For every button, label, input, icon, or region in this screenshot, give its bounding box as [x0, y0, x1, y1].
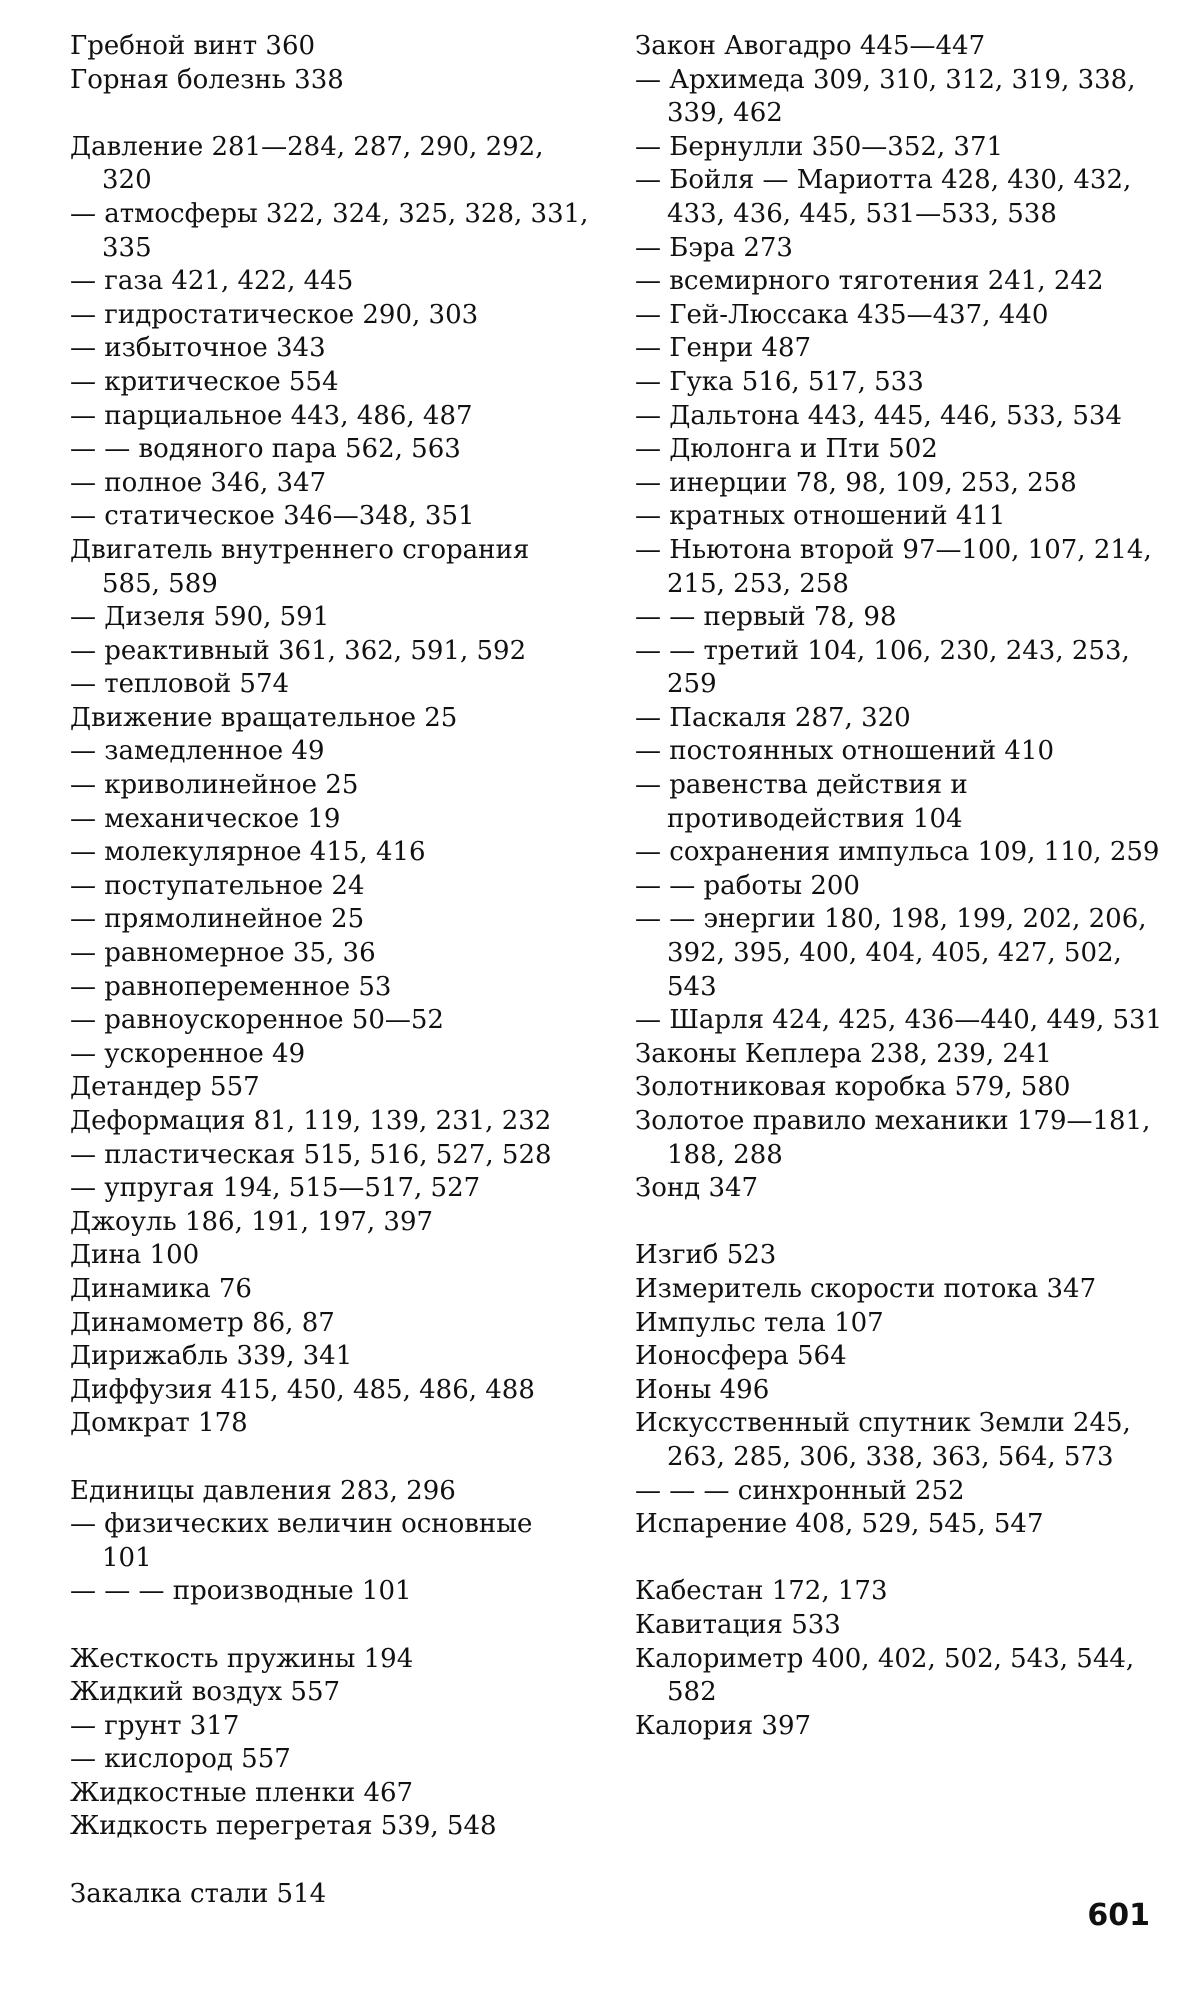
- index-entry: — Дальтона 443, 445, 446, 533, 534: [635, 400, 1122, 431]
- index-entry: Испарение 408, 529, 545, 547: [635, 1509, 1044, 1540]
- index-entry: — прямолинейное 25: [70, 904, 365, 935]
- index-entry: — — — синхронный 252: [635, 1475, 965, 1506]
- section-gap: [70, 1609, 590, 1643]
- index-entry: Калориметр 400, 402, 502, 543, 544, 582: [635, 1643, 1135, 1708]
- index-entry: Закалка стали 514: [70, 1878, 327, 1909]
- index-entry: Искусственный спутник Земли 245, 263, 285, 306, 338, 363, 564, 573: [635, 1408, 1131, 1472]
- section-gap: [70, 1844, 590, 1878]
- index-entry: — равнопеременное 53: [70, 971, 392, 1002]
- index-entry: Жидкостные пленки 467: [70, 1777, 414, 1808]
- section-gap: [70, 97, 590, 131]
- index-entry: — криволинейное 25: [70, 770, 359, 801]
- index-entry: — постоянных отношений 410: [635, 736, 1054, 767]
- index-entry: — Дизеля 590, 591: [70, 602, 330, 633]
- index-entry: — критическое 554: [70, 366, 339, 397]
- index-entry: — парциальное 443, 486, 487: [70, 400, 473, 431]
- index-entry: — инерции 78, 98, 109, 253, 258: [635, 467, 1077, 498]
- index-entry: Законы Кеплера 238, 239, 241: [635, 1038, 1052, 1069]
- index-entry: Деформация 81, 119, 139, 231, 232: [70, 1106, 552, 1136]
- index-entry: Динамометр 86, 87: [70, 1307, 335, 1338]
- index-entry: — Паскаля 287, 320: [635, 702, 911, 733]
- index-entry: Измеритель скорости потока 347: [635, 1273, 1097, 1304]
- index-entry: — поступательное 24: [70, 870, 365, 901]
- index-entry: — — первый 78, 98: [635, 602, 897, 633]
- index-entry: Единицы давления 283, 296: [70, 1475, 456, 1506]
- index-entry: Жидкий воздух 557: [70, 1677, 341, 1708]
- index-entry: Кабестан 172, 173: [635, 1576, 888, 1607]
- index-entry: — Ньютона второй 97—100, 107, 214, 215, 253, 258: [635, 534, 1152, 599]
- index-entry: — избыточное 343: [70, 333, 326, 364]
- index-entry: — Бэра 273: [635, 232, 793, 263]
- index-entry: Дина 100: [70, 1240, 200, 1271]
- index-entry: — кратных отношений 411: [635, 501, 1006, 532]
- index-entry: Ионы 496: [635, 1374, 770, 1405]
- index-entry: — сохранения импульса 109, 110, 259: [635, 837, 1160, 868]
- index-entry: Калория 397: [635, 1710, 812, 1741]
- index-entry: — ускоренное 49: [70, 1038, 306, 1069]
- index-entry: — физических величин основные 101: [70, 1509, 533, 1573]
- index-entry: — тепловой 574: [70, 669, 290, 700]
- index-entry: — Бернулли 350—352, 371: [635, 131, 1004, 162]
- section-gap: [70, 1441, 590, 1475]
- index-entry: — Дюлонга и Пти 502: [635, 434, 938, 465]
- index-entry: Жидкость перегретая 539, 548: [70, 1811, 497, 1842]
- index-entry: — — энергии 180, 198, 199, 202, 206, 392, 395, 400, 404, 405, 427, 502, 543: [635, 904, 1147, 1002]
- index-entry: — — водяного пара 562, 563: [70, 434, 461, 465]
- index-entry: Изгиб 523: [635, 1240, 777, 1271]
- index-entry: Ионосфера 564: [635, 1341, 847, 1372]
- index-entry: — — третий 104, 106, 230, 243, 253, 259: [635, 635, 1130, 700]
- index-entry: Детандер 557: [70, 1072, 260, 1103]
- index-entry: — Гука 516, 517, 533: [635, 366, 924, 397]
- index-entry: Импульс тела 107: [635, 1307, 884, 1338]
- index-entry: Давление 281—284, 287, 290, 292, 320: [70, 131, 544, 196]
- index-entry: Движение вращательное 25: [70, 702, 458, 733]
- index-entry: Диффузия 415, 450, 485, 486, 488: [70, 1374, 535, 1405]
- index-entry: — механическое 19: [70, 803, 341, 834]
- index-entry: Закон Авогадро 445—447: [635, 31, 986, 61]
- index-entry: — — работы 200: [635, 870, 860, 901]
- section-gap: [635, 1206, 1175, 1240]
- index-entry: — пластическая 515, 516, 527, 528: [70, 1139, 552, 1170]
- index-entry: Золотое правило механики 179—181, 188, 288: [635, 1106, 1151, 1170]
- page-number: 601: [1087, 1898, 1150, 1933]
- index-entry: Золотниковая коробка 579, 580: [635, 1072, 1071, 1103]
- index-entry: — Архимеда 309, 310, 312, 319, 338, 339, 462: [635, 64, 1136, 129]
- index-entry: Домкрат 178: [70, 1408, 248, 1439]
- index-entry: — атмосферы 322, 324, 325, 328, 331, 335: [70, 198, 589, 263]
- index-entry: — — — производные 101: [70, 1576, 412, 1607]
- index-entry: Динамика 76: [70, 1273, 252, 1304]
- index-entry: Горная болезнь 338: [70, 64, 344, 95]
- index-entry: — Бойля — Мариотта 428, 430, 432, 433, 436, 445, 531—533, 538: [635, 165, 1132, 229]
- index-entry: — газа 421, 422, 445: [70, 266, 354, 297]
- index-entry: — статическое 346—348, 351: [70, 501, 475, 532]
- index-entry: — упругая 194, 515—517, 527: [70, 1173, 481, 1204]
- index-column-right: [635, 30, 1175, 1743]
- index-entry: Двигатель внутреннего сгорания 585, 589: [70, 534, 530, 599]
- index-entry: Гребной винт 360: [70, 31, 316, 61]
- index-entry: Кавитация 533: [635, 1609, 841, 1640]
- index-entry: — замедленное 49: [70, 736, 325, 767]
- index-entry: — равенства действия и противодействия 104: [635, 770, 968, 834]
- index-entry: — Гей-Люссака 435—437, 440: [635, 299, 1049, 330]
- index-entry: — полное 346, 347: [70, 467, 327, 498]
- index-entry: — Шарля 424, 425, 436—440, 449, 531: [635, 1005, 1163, 1036]
- section-gap: [635, 1542, 1175, 1576]
- index-entry: — реактивный 361, 362, 591, 592: [70, 635, 527, 666]
- index-entry: — Генри 487: [635, 333, 812, 364]
- index-entry: Жесткость пружины 194: [70, 1643, 414, 1674]
- index-entry: — равноускоренное 50—52: [70, 1005, 444, 1036]
- index-entry: Зонд 347: [635, 1173, 759, 1204]
- index-column-left: [70, 30, 590, 1911]
- index-entry: — кислород 557: [70, 1744, 291, 1775]
- index-entry: Дирижабль 339, 341: [70, 1341, 353, 1372]
- index-entry: — равномерное 35, 36: [70, 938, 376, 969]
- index-entry: Джоуль 186, 191, 197, 397: [70, 1206, 434, 1237]
- index-entry: — молекулярное 415, 416: [70, 837, 426, 868]
- index-entry: — гидростатическое 290, 303: [70, 299, 479, 330]
- index-entry: — грунт 317: [70, 1710, 240, 1741]
- index-entry: — всемирного тяготения 241, 242: [635, 266, 1104, 297]
